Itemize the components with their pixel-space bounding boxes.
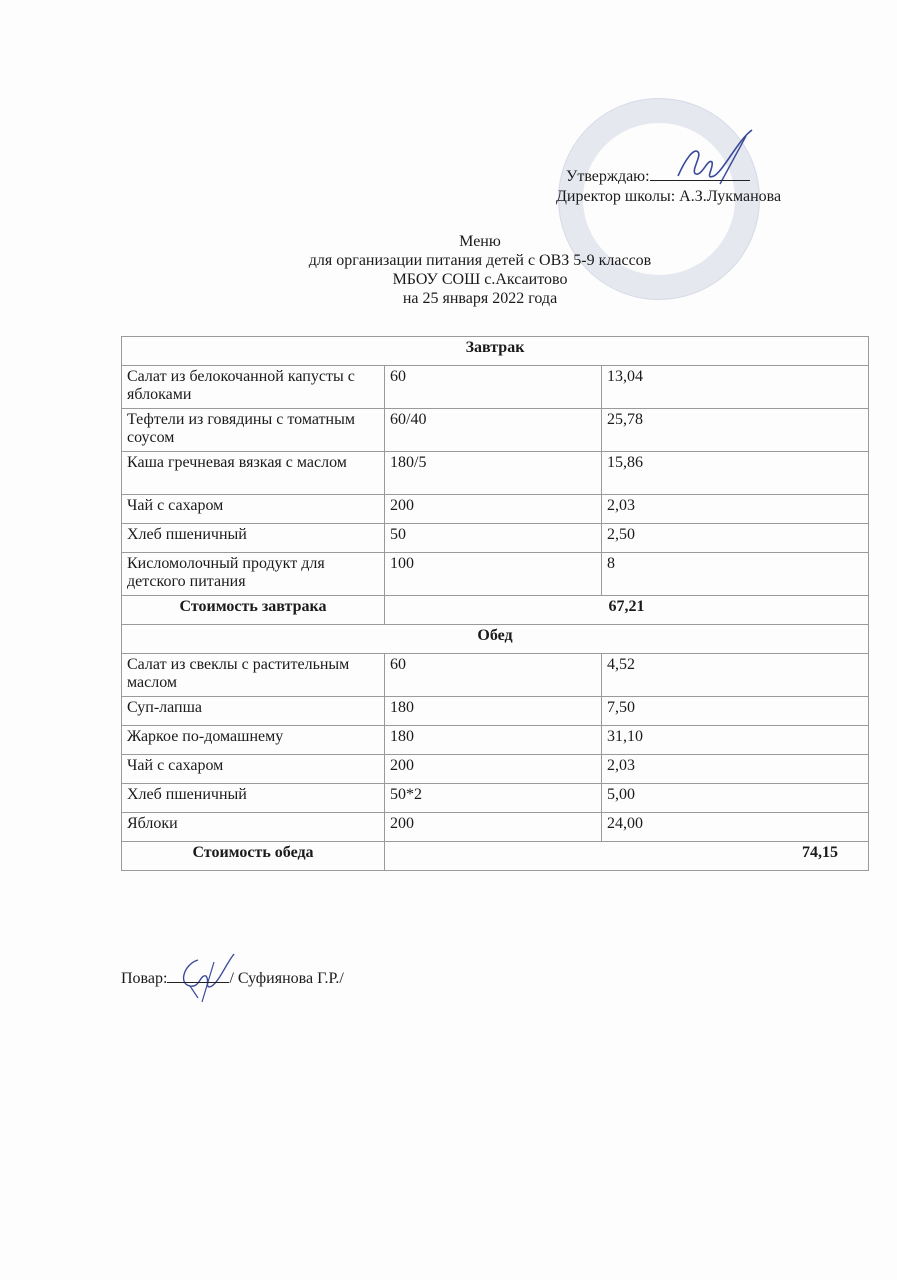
breakfast-total-row <box>122 596 869 625</box>
dish-price: 8 <box>602 553 869 596</box>
cook-signature-line <box>121 968 344 988</box>
signature-line <box>167 968 229 983</box>
dish-portion: 60 <box>385 366 602 409</box>
total-value: 67,21 <box>385 596 869 625</box>
dish-name: Хлеб пшеничный <box>122 784 385 813</box>
section-header-breakfast: Завтрак <box>122 337 869 366</box>
dish-price: 2,03 <box>602 495 869 524</box>
table-row <box>122 524 869 553</box>
table-row <box>122 755 869 784</box>
dish-name: Чай с сахаром <box>122 755 385 784</box>
approval-line <box>566 166 750 186</box>
dish-portion: 200 <box>385 813 602 842</box>
director-name: Директор школы: А.З.Лукманова <box>556 188 782 205</box>
dish-price: 4,52 <box>602 654 869 697</box>
dish-name: Чай с сахаром <box>122 495 385 524</box>
dish-price: 13,04 <box>602 366 869 409</box>
approval-label: Утверждаю: <box>566 168 650 185</box>
dish-portion: 180 <box>385 726 602 755</box>
dish-price: 31,10 <box>602 726 869 755</box>
section-header-lunch: Обед <box>122 625 869 654</box>
total-label: Стоимость обеда <box>122 842 385 871</box>
table-row <box>122 495 869 524</box>
dish-name: Салат из свеклы с растительным маслом <box>122 654 385 697</box>
signature-line <box>650 166 750 181</box>
cook-label: Повар: <box>121 970 168 987</box>
title-line-4: на 25 января 2022 года <box>402 290 558 307</box>
dish-portion: 60 <box>385 654 602 697</box>
dish-portion: 200 <box>385 755 602 784</box>
dish-price: 24,00 <box>602 813 869 842</box>
title-line-2: для организации питания детей с ОВЗ 5-9 классов <box>308 252 652 269</box>
lunch-total-row <box>122 842 869 871</box>
dish-name: Хлеб пшеничный <box>122 524 385 553</box>
table-row <box>122 553 869 596</box>
table-row <box>122 452 869 495</box>
dish-name: Яблоки <box>122 813 385 842</box>
dish-price: 7,50 <box>602 697 869 726</box>
title-line-3: МБОУ СОШ с.Аксаитово <box>392 271 568 288</box>
dish-price: 5,00 <box>602 784 869 813</box>
total-value: 74,15 <box>385 842 869 871</box>
dish-price: 2,03 <box>602 755 869 784</box>
dish-price: 25,78 <box>602 409 869 452</box>
dish-name: Жаркое по-домашнему <box>122 726 385 755</box>
total-label: Стоимость завтрака <box>122 596 385 625</box>
table-row <box>122 409 869 452</box>
table-row <box>122 366 869 409</box>
dish-portion: 180/5 <box>385 452 602 495</box>
dish-name: Суп-лапша <box>122 697 385 726</box>
table-row <box>122 697 869 726</box>
dish-name: Тефтели из говядины с томатным соусом <box>122 409 385 452</box>
table-row <box>122 726 869 755</box>
dish-portion: 60/40 <box>385 409 602 452</box>
title-line-1: Меню <box>459 233 501 250</box>
dish-portion: 200 <box>385 495 602 524</box>
menu-table <box>121 336 869 871</box>
dish-name: Салат из белокочанной капусты с яблоками <box>122 366 385 409</box>
table-row <box>122 654 869 697</box>
dish-price: 15,86 <box>602 452 869 495</box>
dish-portion: 50*2 <box>385 784 602 813</box>
dish-portion: 50 <box>385 524 602 553</box>
dish-price: 2,50 <box>602 524 869 553</box>
dish-name: Каша гречневая вязкая с маслом <box>122 452 385 495</box>
table-row <box>122 784 869 813</box>
table-row <box>122 813 869 842</box>
dish-portion: 180 <box>385 697 602 726</box>
document-title <box>0 232 897 308</box>
dish-name: Кисломолочный продукт для детского питания <box>122 553 385 596</box>
cook-name: / Суфиянова Г.Р./ <box>229 970 344 987</box>
dish-portion: 100 <box>385 553 602 596</box>
